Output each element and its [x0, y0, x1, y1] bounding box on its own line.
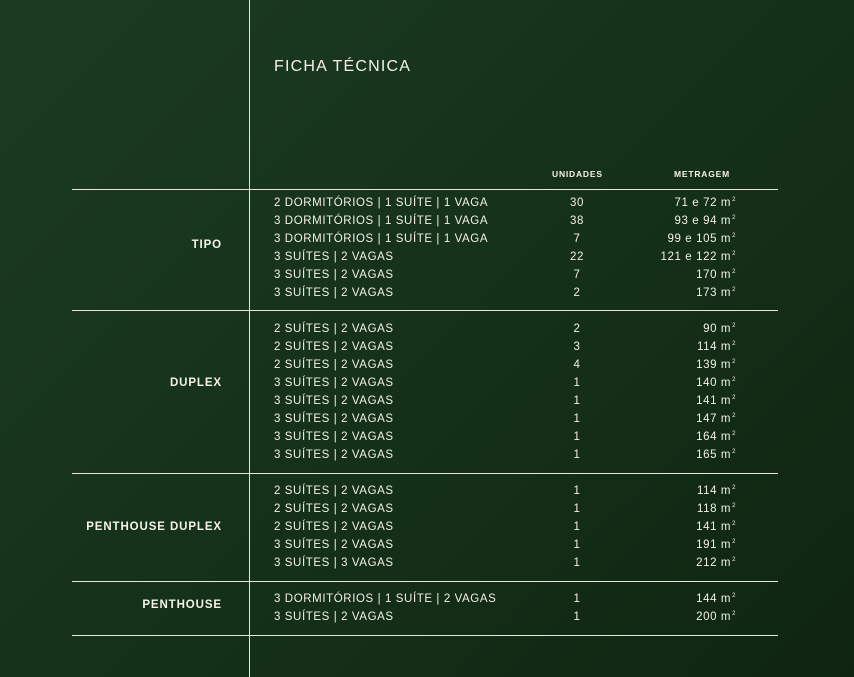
row-area [696, 269, 736, 281]
row-area-value: 173 [696, 287, 718, 299]
table-row [0, 539, 854, 557]
row-area-value: 144 [696, 593, 718, 605]
row-area-unit-exponent: 2 [732, 593, 736, 599]
row-area-unit-exponent: 2 [732, 485, 736, 491]
row-area-unit-exponent: 2 [732, 215, 736, 221]
row-area [696, 593, 736, 605]
table-row [0, 521, 854, 539]
row-description: 2 SUÍTES | 2 VAGAS [274, 323, 394, 335]
row-units: 1 [573, 449, 581, 461]
row-area [696, 521, 736, 533]
row-area-unit-exponent: 2 [732, 377, 736, 383]
row-area-unit-exponent: 2 [732, 359, 736, 365]
row-area-value: 140 [696, 377, 718, 389]
table-row [0, 269, 854, 287]
table-row [0, 197, 854, 215]
table-row [0, 557, 854, 575]
row-units: 22 [570, 251, 584, 263]
row-area-unit-exponent: 2 [732, 395, 736, 401]
row-area-unit: m [720, 593, 732, 605]
table-row [0, 431, 854, 449]
row-area [697, 341, 736, 353]
row-area [675, 215, 737, 227]
row-area-unit-exponent: 2 [732, 413, 736, 419]
row-units: 1 [573, 503, 581, 515]
row-area-value: 191 [696, 539, 718, 551]
row-units: 1 [573, 431, 581, 443]
group-divider [72, 473, 778, 474]
row-area-value: 121 e 122 [660, 251, 718, 263]
row-area-unit: m [720, 611, 732, 623]
row-description: 3 SUÍTES | 2 VAGAS [274, 539, 394, 551]
row-area [661, 251, 736, 263]
table-row [0, 485, 854, 503]
row-description: 3 DORMITÓRIOS | 1 SUÍTE | 1 VAGA [274, 233, 489, 245]
row-description: 3 SUÍTES | 2 VAGAS [274, 269, 394, 281]
row-area-unit-exponent: 2 [732, 233, 736, 239]
row-units: 7 [573, 269, 581, 281]
row-area-value: 164 [696, 431, 718, 443]
table-row [0, 593, 854, 611]
row-area-unit: m [720, 395, 732, 407]
row-area-unit-exponent: 2 [732, 251, 736, 257]
row-area [675, 197, 737, 209]
table-row [0, 449, 854, 467]
row-area-unit-exponent: 2 [732, 269, 736, 275]
row-description: 3 SUÍTES | 2 VAGAS [274, 611, 394, 623]
group-label-duplex: DUPLEX [169, 377, 222, 389]
row-units: 2 [573, 287, 581, 299]
row-area-value: 165 [696, 449, 718, 461]
row-description: 2 DORMITÓRIOS | 1 SUÍTE | 1 VAGA [274, 197, 489, 209]
row-units: 1 [573, 413, 581, 425]
row-area-value: 90 [703, 323, 718, 335]
row-description: 3 SUÍTES | 2 VAGAS [274, 413, 394, 425]
row-area-unit: m [720, 485, 732, 497]
row-area-unit: m [720, 341, 732, 353]
row-units: 1 [573, 521, 581, 533]
row-area-unit-exponent: 2 [732, 449, 736, 455]
row-units: 1 [573, 557, 581, 569]
column-header-area: METRAGEM [674, 169, 730, 179]
row-units: 1 [573, 377, 581, 389]
row-description: 3 SUÍTES | 2 VAGAS [274, 449, 394, 461]
row-area-value: 114 [696, 341, 718, 353]
row-units: 38 [570, 215, 584, 227]
row-area [696, 377, 736, 389]
row-area [696, 611, 736, 623]
row-area-unit-exponent: 2 [732, 323, 736, 329]
row-units: 1 [573, 395, 581, 407]
row-area-unit-exponent: 2 [732, 197, 736, 203]
row-area-unit: m [720, 287, 732, 299]
row-area-unit: m [720, 269, 732, 281]
row-area-unit: m [720, 449, 732, 461]
row-units: 30 [570, 197, 584, 209]
row-area-value: 212 [696, 557, 718, 569]
group-divider [72, 310, 778, 311]
table-row [0, 395, 854, 413]
row-area-unit: m [720, 431, 732, 443]
row-units: 1 [573, 611, 581, 623]
row-area-value: 141 [696, 521, 718, 533]
table-row [0, 503, 854, 521]
row-area [696, 287, 736, 299]
row-area-unit-exponent: 2 [732, 557, 736, 563]
row-area-value: 147 [696, 413, 718, 425]
row-description: 3 SUÍTES | 2 VAGAS [274, 377, 394, 389]
row-area-unit: m [720, 539, 732, 551]
row-description: 2 SUÍTES | 2 VAGAS [274, 359, 394, 371]
row-area [696, 413, 736, 425]
row-units: 1 [573, 539, 581, 551]
row-description: 3 SUÍTES | 2 VAGAS [274, 431, 394, 443]
row-units: 7 [573, 233, 581, 245]
row-area [696, 539, 736, 551]
row-area-unit: m [720, 233, 732, 245]
row-area [696, 449, 736, 461]
row-area-unit-exponent: 2 [732, 341, 736, 347]
row-description: 2 SUÍTES | 2 VAGAS [274, 485, 394, 497]
table-row [0, 359, 854, 377]
row-area-unit: m [720, 413, 732, 425]
group-label-penthouse-duplex: PENTHOUSE DUPLEX [86, 521, 222, 533]
table-row [0, 413, 854, 431]
row-area-value: 200 [696, 611, 718, 623]
row-units: 1 [573, 485, 581, 497]
table-row [0, 215, 854, 233]
table-row [0, 341, 854, 359]
row-description: 3 DORMITÓRIOS | 1 SUÍTE | 1 VAGA [274, 215, 489, 227]
row-description: 3 SUÍTES | 2 VAGAS [274, 251, 394, 263]
row-area-unit: m [720, 215, 732, 227]
row-area [696, 395, 736, 407]
row-area-unit-exponent: 2 [732, 539, 736, 545]
row-area-unit-exponent: 2 [732, 611, 736, 617]
table-row [0, 287, 854, 305]
row-area-value: 170 [696, 269, 718, 281]
row-units: 1 [573, 593, 581, 605]
table-bottom-divider [72, 635, 778, 636]
row-area-unit: m [720, 377, 732, 389]
row-description: 2 SUÍTES | 2 VAGAS [274, 341, 394, 353]
table-row [0, 323, 854, 341]
row-units: 4 [573, 359, 581, 371]
row-units: 2 [573, 323, 581, 335]
group-divider [72, 189, 778, 190]
row-area-unit: m [720, 503, 732, 515]
row-description: 2 SUÍTES | 2 VAGAS [274, 503, 394, 515]
group-label-tipo: TIPO [191, 239, 222, 251]
table-row [0, 611, 854, 629]
row-area-unit-exponent: 2 [732, 521, 736, 527]
row-description: 3 SUÍTES | 2 VAGAS [274, 287, 394, 299]
row-area [668, 233, 737, 245]
row-area-value: 118 [696, 503, 718, 515]
row-area [697, 485, 736, 497]
row-area-unit: m [720, 557, 732, 569]
row-area-unit: m [720, 323, 732, 335]
row-area-unit-exponent: 2 [732, 287, 736, 293]
row-area [697, 503, 736, 515]
row-description: 3 SUÍTES | 2 VAGAS [274, 395, 394, 407]
table-row [0, 251, 854, 269]
row-area-value: 141 [696, 395, 718, 407]
column-header-units: UNIDADES [552, 169, 603, 179]
row-area-unit: m [720, 521, 732, 533]
row-units: 3 [573, 341, 581, 353]
row-area [703, 323, 736, 335]
page-title: FICHA TÉCNICA [274, 58, 412, 75]
row-area [696, 557, 736, 569]
row-area-value: 99 e 105 [667, 233, 718, 245]
group-label-penthouse: PENTHOUSE [142, 599, 222, 611]
row-area [696, 359, 736, 371]
row-area-unit: m [720, 251, 732, 263]
row-area [696, 431, 736, 443]
row-area-value: 139 [696, 359, 718, 371]
row-area-unit-exponent: 2 [732, 431, 736, 437]
table-row [0, 233, 854, 251]
row-area-value: 71 e 72 [674, 197, 718, 209]
row-area-unit: m [720, 197, 732, 209]
row-description: 3 DORMITÓRIOS | 1 SUÍTE | 2 VAGAS [274, 593, 497, 605]
row-area-value: 114 [696, 485, 718, 497]
group-divider [72, 581, 778, 582]
row-description: 2 SUÍTES | 2 VAGAS [274, 521, 394, 533]
row-area-unit-exponent: 2 [732, 503, 736, 509]
row-area-unit: m [720, 359, 732, 371]
row-area-value: 93 e 94 [674, 215, 718, 227]
table-row [0, 377, 854, 395]
row-description: 3 SUÍTES | 3 VAGAS [274, 557, 394, 569]
